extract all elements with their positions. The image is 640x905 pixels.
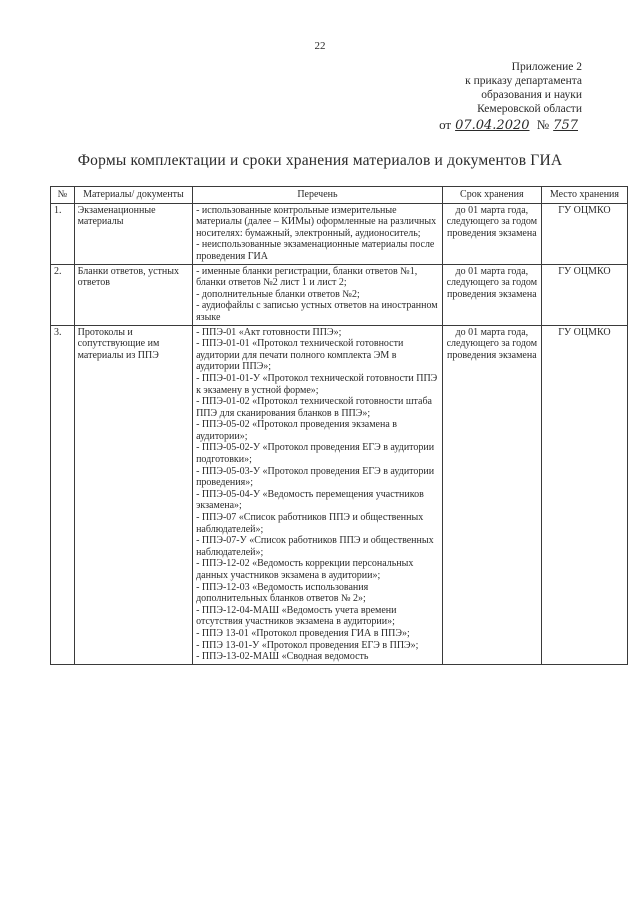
row-number: 2.	[51, 264, 75, 325]
page-number: 22	[314, 40, 326, 52]
appendix-block	[439, 60, 582, 133]
row-materials: Протоколы и сопутствующие им материалы из ППЭ	[74, 325, 192, 664]
list-item: - ППЭ-12-04-МАШ «Ведомость учета времени отсутствия участников экзамена в аудитории»;	[196, 604, 397, 628]
list-item: - ППЭ-12-03 «Ведомость использования дополнительных бланков ответов № 2»;	[196, 581, 369, 605]
list-item: - ППЭ-07-У «Список работников ППЭ и общественных наблюдателей»;	[196, 535, 434, 558]
order-reference	[439, 118, 582, 133]
table-row	[51, 264, 628, 325]
number-prefix: №	[536, 117, 550, 132]
row-number: 1.	[51, 203, 75, 264]
list-item: - использованные контрольные измерительные материалы (далее – КИМы) оформленные на различных носителях: бумажный, электронный, аудионоситель;	[196, 204, 437, 239]
table-row	[51, 203, 628, 264]
header-place: Место хранения	[541, 187, 627, 204]
list-item: - ППЭ-13-02-МАШ «Сводная ведомость	[196, 651, 369, 663]
list-item: - ППЭ-05-02 «Протокол проведения экзамена в аудитории»;	[196, 419, 397, 442]
appendix-line: к приказу департамента	[465, 75, 582, 87]
list-item: - ППЭ 13-01 «Протокол проведения ГИА в ППЭ»;	[196, 627, 410, 639]
row-place: ГУ ОЦМКО	[541, 325, 627, 664]
row-place: ГУ ОЦМКО	[541, 203, 627, 264]
header-num: №	[51, 187, 75, 204]
appendix-line: Приложение 2	[511, 61, 582, 73]
table-header-row	[51, 187, 628, 204]
document-title: Формы комплектации и сроки хранения материалов и документов ГИА	[77, 152, 563, 169]
list-item: - ППЭ-05-04-У «Ведомость перемещения участников экзамена»;	[196, 488, 424, 512]
list-item: - ППЭ-07 «Список работников ППЭ и общественных наблюдателей»;	[196, 512, 424, 535]
list-item: - ППЭ-12-02 «Ведомость коррекции персональных данных участников экзамена в аудитории»;	[196, 558, 414, 581]
list-item: - ППЭ-01-01-У «Протокол технической готовности ППЭ к экзамену в устной форме»;	[196, 372, 438, 396]
list-item: - ППЭ-01-01 «Протокол технической готовности аудитории для печати полного комплекта ЭМ в аудитории ППЭ»;	[196, 338, 404, 373]
header-term: Срок хранения	[442, 187, 541, 204]
materials-table	[50, 186, 628, 665]
row-materials: Экзаменационные материалы	[74, 203, 192, 264]
appendix-line: образования и науки	[481, 89, 582, 101]
header-list: Перечень	[193, 187, 443, 204]
row-materials: Бланки ответов, устных ответов	[74, 264, 192, 325]
order-number: 757	[553, 118, 578, 133]
row-list	[193, 203, 443, 264]
list-item: - ППЭ-05-03-У «Протокол проведения ЕГЭ в аудитории проведения»;	[196, 465, 435, 489]
order-date: 07.04.2020	[455, 118, 530, 133]
row-number: 3.	[51, 325, 75, 664]
header-materials: Материалы/ документы	[74, 187, 192, 204]
list-item: - ППЭ 13-01-У «Протокол проведения ЕГЭ в ППЭ»;	[196, 639, 419, 651]
list-item: - аудиофайлы с записью устных ответов на иностранном языке	[196, 300, 438, 323]
row-term: до 01 марта года, следующего за годом проведения экзамена	[442, 325, 541, 664]
appendix-line: Кемеровской области	[477, 103, 582, 115]
list-item: - неиспользованные экзаменационные материалы после проведения ГИА	[196, 239, 435, 262]
row-list	[193, 325, 443, 664]
date-prefix: от	[439, 117, 452, 132]
table-row	[51, 325, 628, 664]
list-item: - ППЭ-01-02 «Протокол технической готовности штаба ППЭ для сканирования бланков в ППЭ»;	[196, 396, 432, 419]
list-item: - дополнительные бланки ответов №2;	[196, 288, 360, 300]
list-item: - ППЭ-01 «Акт готовности ППЭ»;	[196, 326, 342, 338]
row-list	[193, 264, 443, 325]
row-term: до 01 марта года, следующего за годом проведения экзамена	[442, 203, 541, 264]
row-place: ГУ ОЦМКО	[541, 264, 627, 325]
list-item: - ППЭ-05-02-У «Протокол проведения ЕГЭ в аудитории подготовки»;	[196, 442, 435, 466]
list-item: - именные бланки регистрации, бланки ответов №1, бланки ответов №2 лист 1 и лист 2;	[196, 265, 418, 289]
row-term: до 01 марта года, следующего за годом проведения экзамена	[442, 264, 541, 325]
